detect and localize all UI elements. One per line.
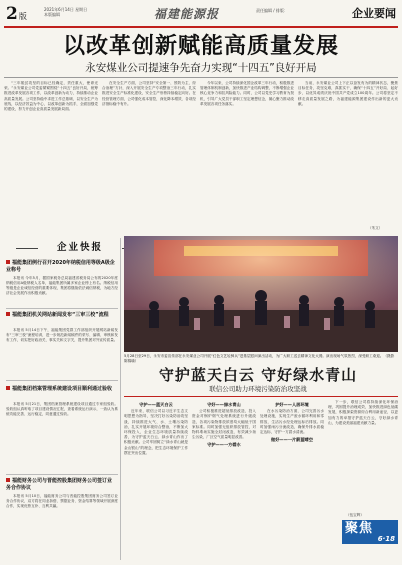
subhead-rule [4,77,398,78]
brief-body-4: 本报讯 5月10日，福能财务公司与晋能控股集团财务公司签订业务合作协议，双方将在同业拆借、票据业务、资金结算等领域开展深度合作，实现优势互补、互利共赢。 [6,494,118,508]
brief-title-1: 福能集团例行召开2020年纳税信用等级A级企业称号 [6,260,115,273]
focus-badge-date: 6·18 [377,535,395,543]
brief-title-2: 福能集团机关网站新闻发布“三审三校”流程 [6,312,116,319]
brief-divider [6,380,118,381]
sidebar-divider [120,238,121,560]
bullet-icon [6,312,10,316]
lead-column-2: 在安全生产方面，公司坚持“安全第一、预防为主、综合治理”方针，深入开展安全生产专项整治三年行动，扎实推进安全生产标准化建设，安全生产形势持续稳定向好。在经营管理方面，公司强化成本管控，深化降本增效，各项经济指标稳中有升。 [102,81,196,106]
subsection-heading: 守护——蓝天白云 [139,402,173,407]
article2-author: （伍宝辉） [346,513,364,517]
issue-editor: 本版编辑 [44,12,60,17]
editor-info: 责任编辑 / 排版： [256,8,288,13]
article2-column-1: 守护——蓝天白云 近年来，联信公司以习近平生态文明思想为指导，坚决打好污染防治攻坚战，持续推进大气、水、土壤污染防治，扎实开展环境综合整治，不断加大环保投入，企业生态环境质量持续改善，为守护蓝天白云、绿水青山作出了积极贡献。公司牢固树立“绿水青山就是金山银山”的理念，把生态环境保护工作摆在突出位置。 [124,402,188,455]
brief-title-4: 福能财务公司与晋能控股集团财务公司签订业务合作协议 [6,478,113,491]
page-number: 2版 [6,4,27,24]
lead-column-4: 当前，永安煤业公司上下正以奋发有为的精神状态，聚焦目标任务，攻坚克难，真抓实干，确保“十四五”开好局、起好步，以优异成绩庆祝中国共产党成立100周年。公司将坚定不移走高质量发展之路，为福建能源集团建设作出新的更大贡献。 [298,81,398,106]
article2-column-2: 守好——绿水青山 公司积极推进超低排放改造，投入资金对锅炉烟气处理系统进行升级改造，各项污染物排放浓度均大幅低于国家标准。同时加强无组织排放管控，对物料堆场实施全封闭改造，有效减少扬尘污染，厂区空气质量明显改善。 守护——一方碧水 [192,402,256,448]
event-photo [124,236,398,352]
masthead-rule [4,26,398,28]
article2-title: 守护蓝天白云 守好绿水青山 [158,366,358,384]
lead-column-3: 今年以来，公司持续深化国企改革三年行动，积极推进管理体制机制创新，加快推进产业结构调整，不断增强企业核心竞争力和抗风险能力。同时，公司以党史学习教育为契机，引导广大党员干部职工坚定理想信念，凝心聚力推动改革发展各项任务落实。 [200,81,294,106]
main-headline: 以改革创新赋能高质量发展 [62,34,339,59]
article2-subtitle: 联信公司助力环境污染防治攻坚战 [209,385,307,393]
brief-body-2: 本报讯 5月14日下午，福能集团党群工作部组织开展网站新闻发布“三审三校”流程培训，进一步规范新闻稿件的采写、编辑、审核和发布工作，切实把好政治关、事实关和文字关，提升集团对外宣传质量。 [6,328,118,342]
brief-title-3: 福能集团档案管理系统建设项目顺利通过验收 [6,386,116,393]
brief-body-3: 本报讯 5月21日，集团档案管理系统建设项目通过专家组验收。验收组认真听取了项目建设情况汇报，查看系统运行演示，一致认为系统功能完善、运行稳定，同意通过验收。 [6,402,118,416]
masthead [4,4,398,26]
bullet-icon [6,386,10,390]
brief-divider [6,308,118,309]
lead-author: （朱文） [368,226,383,230]
paper-name: 福建能源报 [154,7,220,21]
main-subhead: 永安煤业公司提速争先奋力实现“十四五”良好开局 [85,62,317,74]
article2-rule [124,396,398,397]
focus-badge [342,520,398,544]
section-name: 企业要闻 [352,7,396,20]
subsection-heading: 护好——人居环境 [275,402,309,407]
issue-date: 2021年6月14日 星期日 [44,7,88,12]
brief-body-1: 本报讯 今年5月，据国家税务总局福建省税务局公布的2020年度纳税信用A级纳税人名单，福能集团所属多家企业榜上有名。纳税信用等级是企业诚信经营的重要体现，集团将继续依法诚信纳税，为地方经济社会发展作出积极贡献。 [6,276,118,295]
article2-column-4: 下一步，联信公司将持续深化环保治理，巩固提升治理成效，加快推进绿色低碳发展，积极探索资源综合利用新途径，以更加有力的举措守护蓝天白云，守好绿水青山，为建设美丽福建贡献力量。 [328,400,398,425]
bullet-icon [6,478,10,482]
subsection-heading: 做好——一片蔚蓝晴空 [271,437,313,443]
article2-column-3: 护好——人居环境 在水污染防治方面，公司完善污水处理设施，实现生产废水循环利用和零排放，生活污水经处理达标后排放。同时加强雨污分流改造，确保外排水质稳定达标，守护一方碧水清流。 做好——一片蔚蓝晴空 [260,402,324,443]
subsection-heading: 守好——绿水青山 [207,402,241,407]
subsection-heading: 守护——一方碧水 [207,442,241,448]
bullet-icon [6,260,10,264]
brief-divider [6,474,118,475]
photo-caption: 5月28日至29日，永安市委宣传部在永安煤业公司开展“红色文艺轻骑兵”进基层慰问演出活动，为广大职工送去精神文化大餐。演出现场气氛热烈，深受职工欢迎。（摄影 陈锦瑜） [124,354,395,363]
lead-column-1: “三年脱贫攻坚的目标已经确定，责任重大，使命光荣。”永安煤业公司党委紧紧围绕“十四五”良好开局，统筹推进改革发展各项工作，以改革创新为动力，持续推动企业高质量发展。公司坚持稳中求进工作总基调，以安全生产为底线，以经济效益为中心，以改革创新为抓手，全面加强党的建设，努力开创企业高质量发展新局面。 [4,81,98,112]
quick-news-title: 企业快报 [40,242,120,254]
stage-photo-image [124,236,398,352]
focus-badge-label: 聚焦 [345,521,374,536]
issue-info [44,7,87,17]
